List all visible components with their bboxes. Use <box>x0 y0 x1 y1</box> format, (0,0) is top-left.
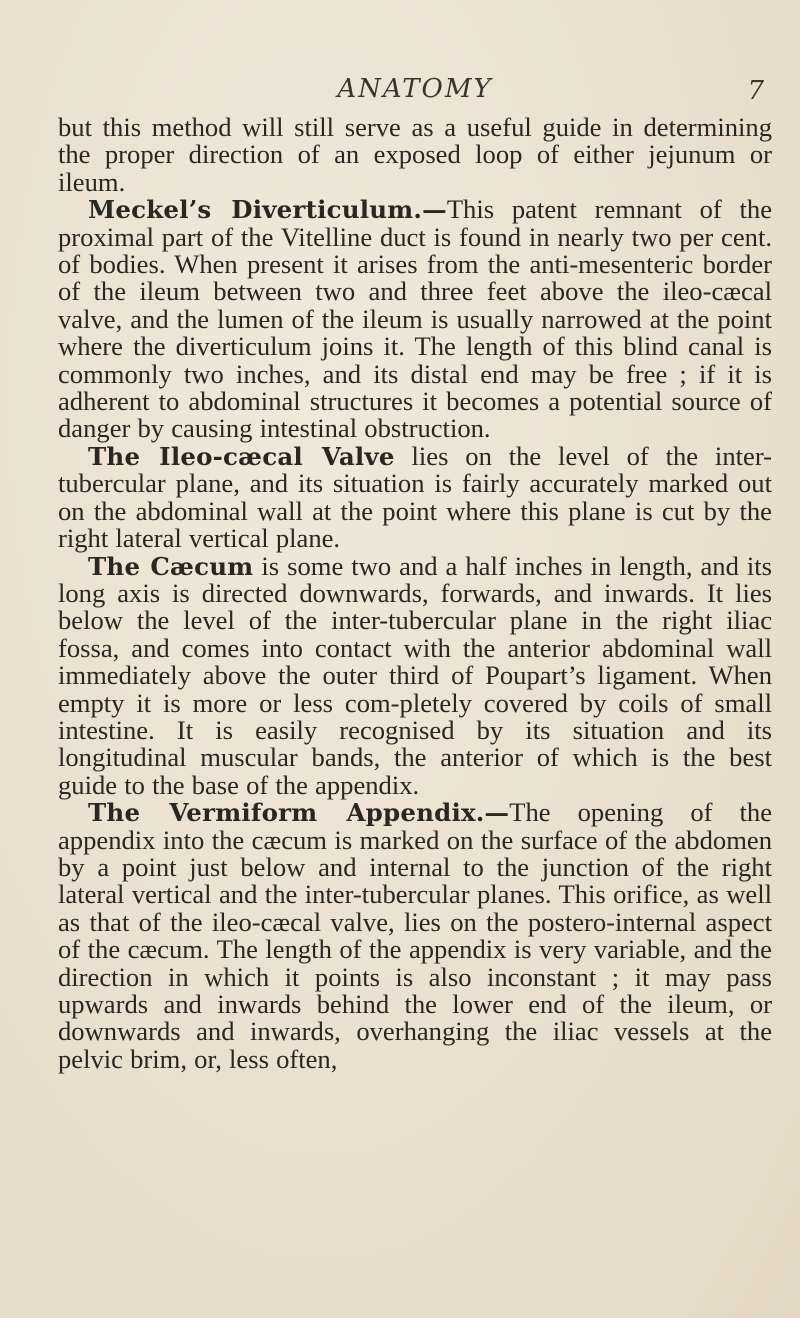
paragraph-text: is some two and a half inches in length, and its long axis is directed downwards, forwards, and inwards. It lies below the level of the inter-tubercular plane in the right iliac fossa, and comes into contact with the anterior abdominal wall immediately above the outer third of Poupart’s ligament. When empty it is more or less com-pletely covered by coils of small intestine. It is easily recognised by its situation and its longitudinal muscular bands, the anterior of which is the best guide to the base of the appendix. <box>58 550 772 800</box>
paragraph-text: lies on the level of the inter-tubercular plane, and its situation is fairly accurately marked out on the abdominal wall at the point where this plane is cut by the right lateral vertical plane. <box>58 440 772 554</box>
paragraph-meckels-diverticulum <box>58 196 772 443</box>
paragraph-text: but this method will still serve as a useful guide in determining the proper direction of an exposed loop of either jejunum or ileum. <box>58 112 772 197</box>
page-content <box>58 74 772 1073</box>
section-heading-vermiform-appendix: The Vermiform Appendix.— <box>88 798 510 828</box>
section-heading-caecum: The Cæcum <box>88 551 254 581</box>
paragraph-continuation <box>58 114 772 196</box>
paragraph-ileo-caecal-valve <box>58 440 772 554</box>
running-head <box>58 74 772 114</box>
section-heading-meckels-diverticulum: Meckel’s Diverticulum.— <box>88 195 447 225</box>
paragraph-text: This patent remnant of the proximal part of the Vitelline duct is found in nearly two per cent. of bodies. When present it arises from the anti-mesenteric border of the ileum between two and three feet above the ileo-cæcal valve, and the lumen of the ileum is usually narrowed at the point where the diverticulum joins it. The length of this blind canal is commonly two inches, and its distal end may be free ; if it is adherent to abdominal structures it becomes a potential source of danger by causing intestinal obstruction. <box>58 194 772 444</box>
page-number: 7 <box>747 76 764 106</box>
running-head-title: ANATOMY <box>337 74 493 104</box>
paragraph-text: The opening of the appendix into the cæcum is marked on the surface of the abdomen by a point just below and internal to the junction of the right lateral vertical and the inter-tubercular planes. This orifice, as well as that of the ileo-cæcal valve, lies on the postero-internal aspect of the cæcum. The length of the appendix is very variable, and the direction in which it points is also inconstant ; it may pass upwards and inwards behind the lower end of the ileum, or downwards and inwards, overhanging the iliac vessels at the pelvic brim, or, less often, <box>58 797 772 1074</box>
section-heading-ileo-caecal-valve: The Ileo-cæcal Valve <box>88 441 395 471</box>
paragraph-caecum <box>58 550 772 800</box>
paragraph-vermiform-appendix <box>58 799 772 1073</box>
body-text <box>58 114 772 1073</box>
